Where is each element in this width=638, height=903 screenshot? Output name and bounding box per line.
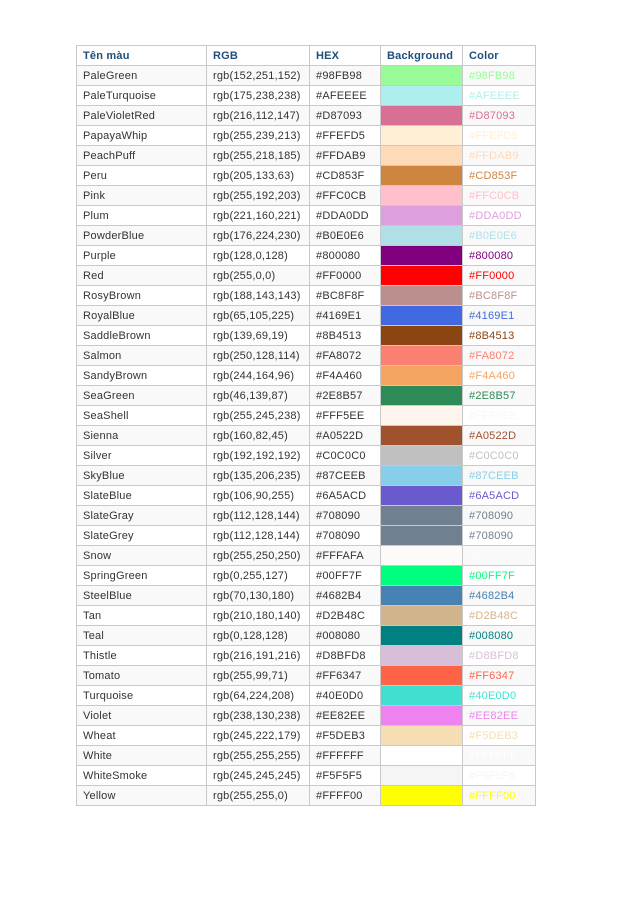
- hex-cell: #B0E0E6: [310, 226, 381, 246]
- color-sample-text: #C0C0C0: [463, 446, 536, 466]
- color-sample-text: #D2B48C: [463, 606, 536, 626]
- rgb-cell: rgb(255,255,255): [207, 746, 310, 766]
- hex-cell: #8B4513: [310, 326, 381, 346]
- table-row: [77, 106, 536, 126]
- color-sample-text: #87CEEB: [463, 466, 536, 486]
- table-row: [77, 566, 536, 586]
- color-name-cell: WhiteSmoke: [77, 766, 207, 786]
- color-name-cell: SlateGray: [77, 506, 207, 526]
- header-hex: HEX: [310, 46, 381, 66]
- color-name-cell: SkyBlue: [77, 466, 207, 486]
- background-swatch: [381, 406, 463, 426]
- table-row: [77, 726, 536, 746]
- color-name-cell: White: [77, 746, 207, 766]
- color-name-cell: RoyalBlue: [77, 306, 207, 326]
- background-swatch: [381, 426, 463, 446]
- table-row: [77, 366, 536, 386]
- rgb-cell: rgb(210,180,140): [207, 606, 310, 626]
- color-sample-text: #FFF5EE: [463, 406, 536, 426]
- color-sample-text: #F5DEB3: [463, 726, 536, 746]
- color-sample-text: #D87093: [463, 106, 536, 126]
- color-name-cell: Salmon: [77, 346, 207, 366]
- header-color: Color: [463, 46, 536, 66]
- background-swatch: [381, 106, 463, 126]
- rgb-cell: rgb(216,112,147): [207, 106, 310, 126]
- rgb-cell: rgb(255,192,203): [207, 186, 310, 206]
- color-sample-text: #D8BFD8: [463, 646, 536, 666]
- rgb-cell: rgb(192,192,192): [207, 446, 310, 466]
- hex-cell: #D2B48C: [310, 606, 381, 626]
- color-name-cell: Wheat: [77, 726, 207, 746]
- table-row: [77, 386, 536, 406]
- color-name-cell: Yellow: [77, 786, 207, 806]
- color-name-cell: Turquoise: [77, 686, 207, 706]
- rgb-cell: rgb(0,128,128): [207, 626, 310, 646]
- color-sample-text: #EE82EE: [463, 706, 536, 726]
- table-row: [77, 426, 536, 446]
- color-sample-text: #4169E1: [463, 306, 536, 326]
- color-sample-text: #FFFAFA: [463, 546, 536, 566]
- hex-cell: #800080: [310, 246, 381, 266]
- color-table: [76, 45, 536, 806]
- hex-cell: #FFC0CB: [310, 186, 381, 206]
- hex-cell: #FF0000: [310, 266, 381, 286]
- color-sample-text: #708090: [463, 526, 536, 546]
- color-sample-text: #6A5ACD: [463, 486, 536, 506]
- hex-cell: #FFFFFF: [310, 746, 381, 766]
- table-row: [77, 266, 536, 286]
- color-name-cell: Pink: [77, 186, 207, 206]
- background-swatch: [381, 646, 463, 666]
- color-sample-text: #98FB98: [463, 66, 536, 86]
- rgb-cell: rgb(244,164,96): [207, 366, 310, 386]
- color-name-cell: Snow: [77, 546, 207, 566]
- rgb-cell: rgb(245,245,245): [207, 766, 310, 786]
- rgb-cell: rgb(221,160,221): [207, 206, 310, 226]
- table-row: [77, 246, 536, 266]
- color-name-cell: Violet: [77, 706, 207, 726]
- table-row: [77, 646, 536, 666]
- color-name-cell: PaleTurquoise: [77, 86, 207, 106]
- color-sample-text: #FA8072: [463, 346, 536, 366]
- background-swatch: [381, 146, 463, 166]
- table-row: [77, 346, 536, 366]
- rgb-cell: rgb(135,206,235): [207, 466, 310, 486]
- background-swatch: [381, 606, 463, 626]
- color-name-cell: Thistle: [77, 646, 207, 666]
- background-swatch: [381, 246, 463, 266]
- background-swatch: [381, 726, 463, 746]
- hex-cell: #2E8B57: [310, 386, 381, 406]
- color-name-cell: Plum: [77, 206, 207, 226]
- hex-cell: #4169E1: [310, 306, 381, 326]
- table-row: [77, 166, 536, 186]
- background-swatch: [381, 706, 463, 726]
- background-swatch: [381, 386, 463, 406]
- background-swatch: [381, 766, 463, 786]
- table-row: [77, 66, 536, 86]
- hex-cell: #FFFF00: [310, 786, 381, 806]
- table-row: [77, 766, 536, 786]
- table-row: [77, 626, 536, 646]
- color-sample-text: #B0E0E6: [463, 226, 536, 246]
- color-name-cell: Sienna: [77, 426, 207, 446]
- background-swatch: [381, 586, 463, 606]
- color-sample-text: #FF6347: [463, 666, 536, 686]
- background-swatch: [381, 446, 463, 466]
- table-row: [77, 286, 536, 306]
- hex-cell: #DDA0DD: [310, 206, 381, 226]
- hex-cell: #4682B4: [310, 586, 381, 606]
- header-row: [77, 46, 536, 66]
- hex-cell: #008080: [310, 626, 381, 646]
- rgb-cell: rgb(152,251,152): [207, 66, 310, 86]
- hex-cell: #CD853F: [310, 166, 381, 186]
- rgb-cell: rgb(255,99,71): [207, 666, 310, 686]
- color-sample-text: #708090: [463, 506, 536, 526]
- background-swatch: [381, 86, 463, 106]
- background-swatch: [381, 506, 463, 526]
- table-row: [77, 86, 536, 106]
- table-row: [77, 446, 536, 466]
- table-row: [77, 206, 536, 226]
- background-swatch: [381, 186, 463, 206]
- color-name-cell: Purple: [77, 246, 207, 266]
- hex-cell: #00FF7F: [310, 566, 381, 586]
- header-rgb: RGB: [207, 46, 310, 66]
- color-name-cell: Silver: [77, 446, 207, 466]
- color-sample-text: #00FF7F: [463, 566, 536, 586]
- hex-cell: #98FB98: [310, 66, 381, 86]
- table-row: [77, 146, 536, 166]
- rgb-cell: rgb(255,218,185): [207, 146, 310, 166]
- rgb-cell: rgb(255,250,250): [207, 546, 310, 566]
- rgb-cell: rgb(175,238,238): [207, 86, 310, 106]
- color-sample-text: #F4A460: [463, 366, 536, 386]
- background-swatch: [381, 466, 463, 486]
- table-row: [77, 686, 536, 706]
- hex-cell: #FFFAFA: [310, 546, 381, 566]
- table-row: [77, 306, 536, 326]
- color-name-cell: Tan: [77, 606, 207, 626]
- table-row: [77, 546, 536, 566]
- rgb-cell: rgb(216,191,216): [207, 646, 310, 666]
- color-name-cell: RosyBrown: [77, 286, 207, 306]
- hex-cell: #FFEFD5: [310, 126, 381, 146]
- rgb-cell: rgb(245,222,179): [207, 726, 310, 746]
- color-sample-text: #A0522D: [463, 426, 536, 446]
- rgb-cell: rgb(255,0,0): [207, 266, 310, 286]
- hex-cell: #87CEEB: [310, 466, 381, 486]
- background-swatch: [381, 566, 463, 586]
- rgb-cell: rgb(238,130,238): [207, 706, 310, 726]
- color-sample-text: #FFEFD5: [463, 126, 536, 146]
- background-swatch: [381, 786, 463, 806]
- header-name: Tên màu: [77, 46, 207, 66]
- background-swatch: [381, 686, 463, 706]
- rgb-cell: rgb(255,245,238): [207, 406, 310, 426]
- table-row: [77, 586, 536, 606]
- color-name-cell: PaleVioletRed: [77, 106, 207, 126]
- rgb-cell: rgb(64,224,208): [207, 686, 310, 706]
- color-name-cell: SpringGreen: [77, 566, 207, 586]
- color-sample-text: #BC8F8F: [463, 286, 536, 306]
- rgb-cell: rgb(205,133,63): [207, 166, 310, 186]
- color-name-cell: Teal: [77, 626, 207, 646]
- color-sample-text: #8B4513: [463, 326, 536, 346]
- rgb-cell: rgb(70,130,180): [207, 586, 310, 606]
- table-row: [77, 326, 536, 346]
- table-row: [77, 406, 536, 426]
- header-background: Background: [381, 46, 463, 66]
- table-row: [77, 486, 536, 506]
- hex-cell: #FFF5EE: [310, 406, 381, 426]
- color-sample-text: #FF0000: [463, 266, 536, 286]
- table-row: [77, 186, 536, 206]
- color-name-cell: Peru: [77, 166, 207, 186]
- rgb-cell: rgb(0,255,127): [207, 566, 310, 586]
- hex-cell: #FF6347: [310, 666, 381, 686]
- color-sample-text: #40E0D0: [463, 686, 536, 706]
- table-row: [77, 226, 536, 246]
- rgb-cell: rgb(106,90,255): [207, 486, 310, 506]
- background-swatch: [381, 666, 463, 686]
- rgb-cell: rgb(250,128,114): [207, 346, 310, 366]
- color-sample-text: #FFC0CB: [463, 186, 536, 206]
- color-sample-text: #008080: [463, 626, 536, 646]
- background-swatch: [381, 286, 463, 306]
- background-swatch: [381, 346, 463, 366]
- hex-cell: #D87093: [310, 106, 381, 126]
- table-row: [77, 526, 536, 546]
- color-name-cell: Tomato: [77, 666, 207, 686]
- color-sample-text: #DDA0DD: [463, 206, 536, 226]
- background-swatch: [381, 126, 463, 146]
- background-swatch: [381, 306, 463, 326]
- table-row: [77, 786, 536, 806]
- hex-cell: #D8BFD8: [310, 646, 381, 666]
- background-swatch: [381, 546, 463, 566]
- color-name-cell: SandyBrown: [77, 366, 207, 386]
- background-swatch: [381, 206, 463, 226]
- background-swatch: [381, 266, 463, 286]
- background-swatch: [381, 66, 463, 86]
- rgb-cell: rgb(176,224,230): [207, 226, 310, 246]
- background-swatch: [381, 166, 463, 186]
- table-row: [77, 466, 536, 486]
- background-swatch: [381, 326, 463, 346]
- color-name-cell: Red: [77, 266, 207, 286]
- rgb-cell: rgb(160,82,45): [207, 426, 310, 446]
- color-name-cell: SeaShell: [77, 406, 207, 426]
- hex-cell: #FFDAB9: [310, 146, 381, 166]
- color-sample-text: #FFFFFF: [463, 746, 536, 766]
- rgb-cell: rgb(188,143,143): [207, 286, 310, 306]
- hex-cell: #BC8F8F: [310, 286, 381, 306]
- color-name-cell: PeachPuff: [77, 146, 207, 166]
- color-name-cell: SeaGreen: [77, 386, 207, 406]
- color-name-cell: SteelBlue: [77, 586, 207, 606]
- rgb-cell: rgb(46,139,87): [207, 386, 310, 406]
- color-name-cell: PowderBlue: [77, 226, 207, 246]
- hex-cell: #F5DEB3: [310, 726, 381, 746]
- hex-cell: #F4A460: [310, 366, 381, 386]
- hex-cell: #6A5ACD: [310, 486, 381, 506]
- color-sample-text: #F5F5F5: [463, 766, 536, 786]
- hex-cell: #FA8072: [310, 346, 381, 366]
- color-name-cell: SlateGrey: [77, 526, 207, 546]
- table-row: [77, 506, 536, 526]
- background-swatch: [381, 226, 463, 246]
- rgb-cell: rgb(255,255,0): [207, 786, 310, 806]
- table-row: [77, 606, 536, 626]
- hex-cell: #AFEEEE: [310, 86, 381, 106]
- rgb-cell: rgb(139,69,19): [207, 326, 310, 346]
- color-name-cell: SaddleBrown: [77, 326, 207, 346]
- background-swatch: [381, 626, 463, 646]
- color-sample-text: #800080: [463, 246, 536, 266]
- rgb-cell: rgb(112,128,144): [207, 506, 310, 526]
- color-sample-text: #FFFF00: [463, 786, 536, 806]
- color-sample-text: #4682B4: [463, 586, 536, 606]
- background-swatch: [381, 366, 463, 386]
- table-row: [77, 126, 536, 146]
- color-name-cell: PapayaWhip: [77, 126, 207, 146]
- color-name-cell: PaleGreen: [77, 66, 207, 86]
- rgb-cell: rgb(112,128,144): [207, 526, 310, 546]
- table-row: [77, 706, 536, 726]
- hex-cell: #708090: [310, 526, 381, 546]
- background-swatch: [381, 746, 463, 766]
- hex-cell: #EE82EE: [310, 706, 381, 726]
- color-sample-text: #CD853F: [463, 166, 536, 186]
- color-sample-text: #2E8B57: [463, 386, 536, 406]
- table-row: [77, 746, 536, 766]
- table-row: [77, 666, 536, 686]
- background-swatch: [381, 526, 463, 546]
- hex-cell: #40E0D0: [310, 686, 381, 706]
- hex-cell: #F5F5F5: [310, 766, 381, 786]
- rgb-cell: rgb(255,239,213): [207, 126, 310, 146]
- hex-cell: #A0522D: [310, 426, 381, 446]
- color-sample-text: #FFDAB9: [463, 146, 536, 166]
- rgb-cell: rgb(128,0,128): [207, 246, 310, 266]
- hex-cell: #C0C0C0: [310, 446, 381, 466]
- hex-cell: #708090: [310, 506, 381, 526]
- rgb-cell: rgb(65,105,225): [207, 306, 310, 326]
- background-swatch: [381, 486, 463, 506]
- color-sample-text: #AFEEEE: [463, 86, 536, 106]
- color-name-cell: SlateBlue: [77, 486, 207, 506]
